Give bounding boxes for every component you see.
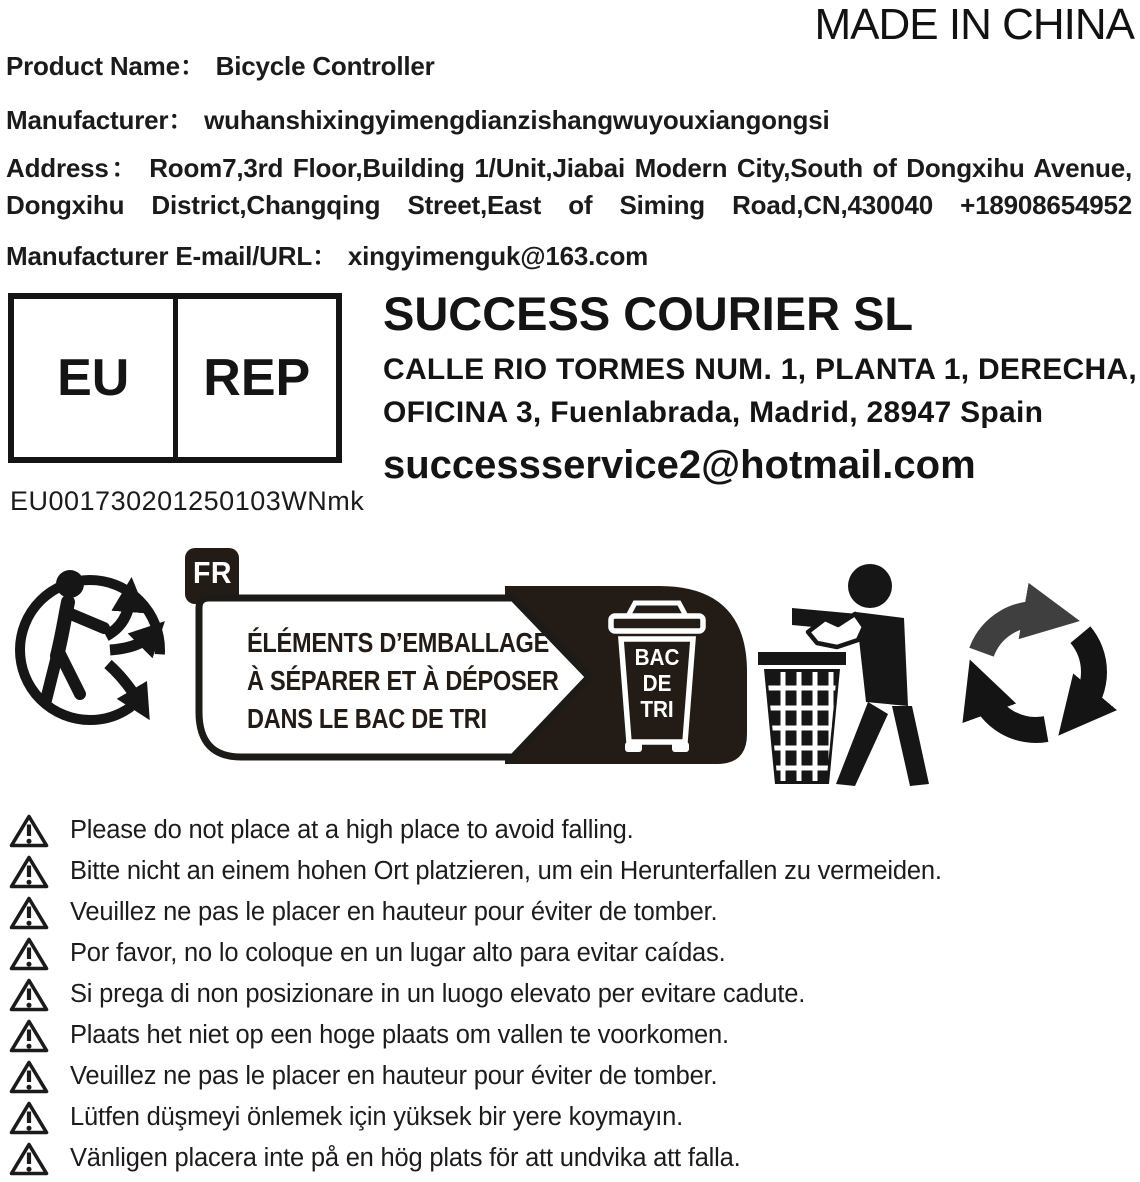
manufacturer-email-line xyxy=(6,236,648,273)
eu-rep-address-line-1: CALLE RIO TORMES NUM. 1, PLANTA 1, DERECHA, xyxy=(383,353,1138,386)
warning-text: Please do not place at a high place to avoid falling. xyxy=(70,816,634,844)
banner-text-line-2: À SÉPARER ET À DÉPOSER xyxy=(247,665,559,696)
warning-text: Veuillez ne pas le placer en hauteur pour éviter de tomber. xyxy=(70,898,718,926)
warning-text: Por favor, no lo coloque en un lugar alto para evitar caídas. xyxy=(70,939,726,967)
warning-triangle-icon xyxy=(8,1100,50,1136)
bac-de-tri-label xyxy=(619,644,695,722)
email-label: Manufacturer E-mail/URL： xyxy=(6,241,338,271)
manufacturer-line xyxy=(6,100,829,137)
fr-country-tag: FR xyxy=(193,555,232,590)
eu-rep-company-name: SUCCESS COURIER SL xyxy=(383,287,914,340)
warning-item xyxy=(8,974,1136,1015)
product-name-value: Bicycle Controller xyxy=(215,51,435,81)
email-value: xingyimenguk@163.com xyxy=(347,241,649,271)
warning-triangle-icon xyxy=(8,1018,50,1054)
bin-label-line-3: TRI xyxy=(640,696,674,722)
warning-triangle-icon xyxy=(8,977,50,1013)
recycling-arrows-icon xyxy=(938,556,1136,786)
warning-text: Si prega di non posizionare in un luogo elevato per evitare cadute. xyxy=(70,980,806,1008)
product-name-label: Product Name： xyxy=(6,51,206,81)
warning-text: Vänligen placera inte på en hög plats för att undvika att falla. xyxy=(70,1144,741,1172)
bin-label-line-1: BAC xyxy=(634,644,680,670)
warning-item xyxy=(8,810,1136,851)
banner-text xyxy=(247,624,618,738)
warning-item xyxy=(8,1138,1136,1179)
eu-rep-address-line-2: OFICINA 3, Fuenlabrada, Madrid, 28947 Spain xyxy=(383,396,1044,429)
warning-text: Bitte nicht an einem hohen Ort platzieren, um ein Herunterfallen zu vermeiden. xyxy=(70,857,942,885)
warning-triangle-icon xyxy=(8,854,50,890)
warning-item xyxy=(8,1097,1136,1138)
info-tri-banner xyxy=(183,546,749,776)
eu-rep-box-rep: REP xyxy=(173,299,337,457)
banner-text-line-1: ÉLÉMENTS D’EMBALLAGE xyxy=(247,627,550,658)
banner-text-line-3: DANS LE BAC DE TRI xyxy=(247,703,487,734)
warning-text: Veuillez ne pas le placer en hauteur pour éviter de tomber. xyxy=(70,1062,718,1090)
warning-item xyxy=(8,851,1136,892)
warnings-list xyxy=(8,810,1136,1179)
eu-rep-email: successservice2@hotmail.com xyxy=(383,443,976,487)
warning-item xyxy=(8,892,1136,933)
warning-item xyxy=(8,933,1136,974)
warning-item xyxy=(8,1056,1136,1097)
address-line-1: Address： Room7,3rd Floor,Building 1/Unit,Jiabai Modern City,South of Dongxihu Avenue, xyxy=(6,153,1132,183)
eu-rep-box xyxy=(8,293,342,463)
bin-label-line-2: DE xyxy=(642,670,672,696)
eu-rep-box-eu: EU xyxy=(57,349,130,407)
warning-triangle-icon xyxy=(8,1141,50,1177)
product-name-line xyxy=(6,46,435,83)
manufacturer-value: wuhanshixingyimengdianzishangwuyouxiangongsi xyxy=(204,105,830,135)
warning-triangle-icon xyxy=(8,813,50,849)
warning-item xyxy=(8,1015,1136,1056)
triman-recycling-icon xyxy=(12,550,172,754)
warning-text: Lütfen düşmeyi önlemek için yüksek bir yere koymayın. xyxy=(70,1103,684,1131)
warning-triangle-icon xyxy=(8,936,50,972)
address-line-2: Dongxihu District,Changqing Street,East of Siming Road,CN,430040 +18908654952 xyxy=(6,190,1132,220)
manufacturer-label: Manufacturer： xyxy=(6,105,195,135)
warning-triangle-icon xyxy=(8,895,50,931)
warning-text: Plaats het niet op een hoge plaats om vallen te voorkomen. xyxy=(70,1021,729,1049)
eu-rep-company-block xyxy=(383,288,1137,488)
tidy-man-litter-disposal-icon xyxy=(752,556,934,790)
eu-rep-registration-code: EU001730201250103WNmk xyxy=(10,486,365,516)
warning-triangle-icon xyxy=(8,1059,50,1095)
made-in-china-text: MADE IN CHINA xyxy=(814,0,1134,49)
